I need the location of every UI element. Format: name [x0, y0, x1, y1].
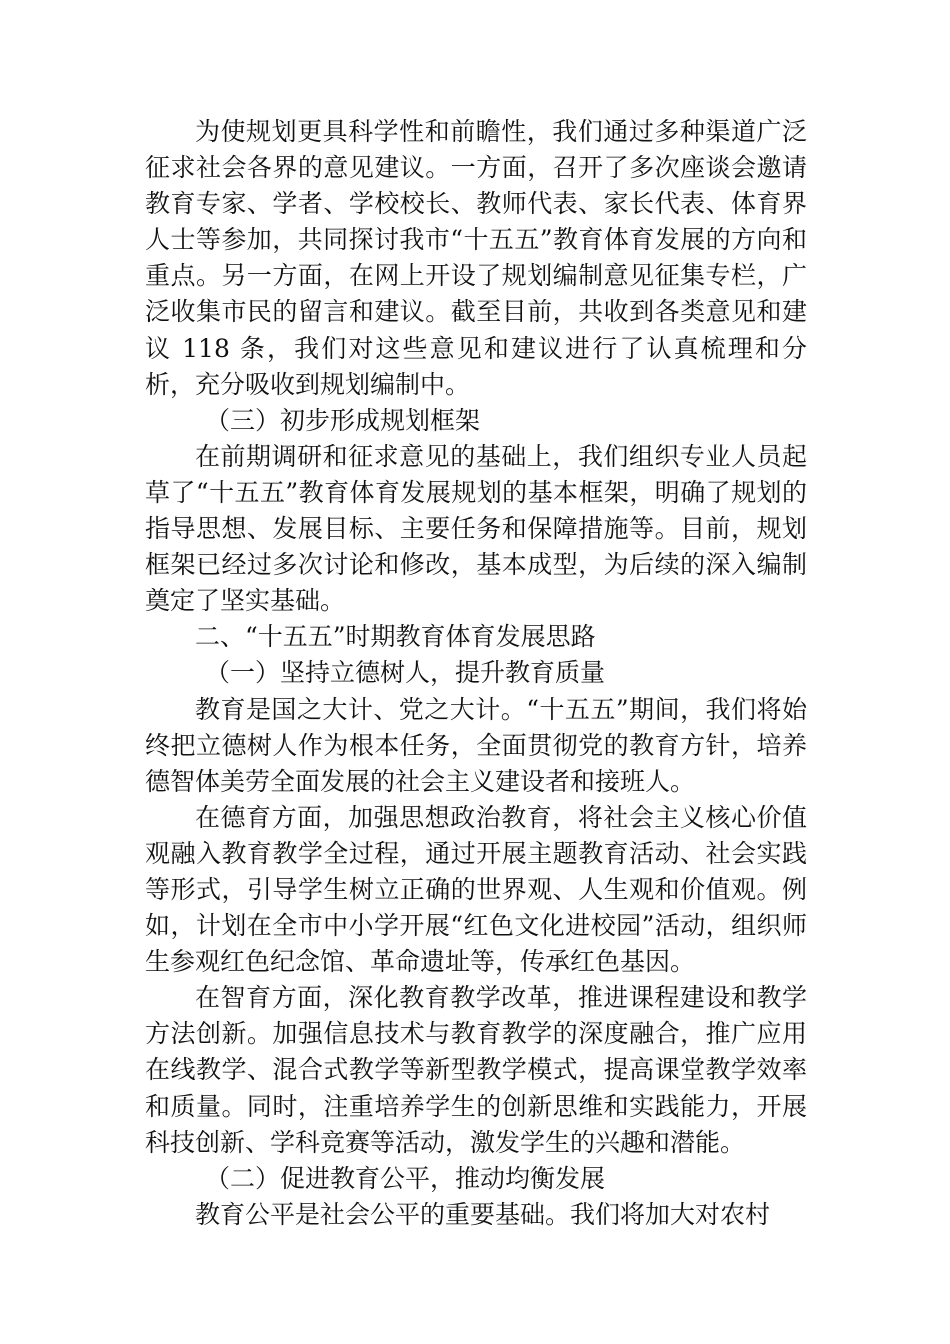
paragraph-consultation: 为使规划更具科学性和前瞻性，我们通过多种渠道广泛征求社会各界的意见建议。一方面，召开了多次座谈会邀请教育专家、学者、学校校长、教师代表、家长代表、体育界人士等参加，共同探讨我市“十五五”教育体育发展的方向和重点。另一方面，在网上开设了规划编制意见征集专栏，广泛收集市民的留言和建议。截至目前，共收到各类意见和建议 118 条，我们对这些意见和建议进行了认真梳理和分析，充分吸收到规划编制中。 [145, 117, 807, 399]
subheading-framework: （三）初步形成规划框架 [205, 405, 481, 435]
paragraph-education-equity: 教育公平是社会公平的重要基础。我们将加大对农村 [195, 1199, 771, 1229]
document-body [145, 114, 807, 1233]
paragraph-intellectual-education: 在智育方面，深化教育教学改革，推进课程建设和教学方法创新。加强信息技术与教育教学的深度融合，推广应用在线教学、混合式教学等新型教学模式，提高课堂教学效率和质量。同时，注重培养学生的创新思维和实践能力，开展科技创新、学科竞赛等活动，激发学生的兴趣和潜能。 [145, 983, 807, 1157]
subheading-moral-education: （一）坚持立德树人，提升教育质量 [205, 658, 606, 688]
paragraph-framework: 在前期调研和征求意见的基础上，我们组织专业人员起草了“十五五”教育体育发展规划的基本框架，明确了规划的指导思想、发展目标、主要任务和保障措施等。目前，规划框架已经过多次讨论和修改，基本成型，为后续的深入编制奠定了坚实基础。 [145, 441, 807, 616]
paragraph-education-mission: 教育是国之大计、党之大计。“十五五”期间，我们将始终把立德树人作为根本任务，全面贯彻党的教育方针，培养德智体美劳全面发展的社会主义建设者和接班人。 [145, 694, 807, 796]
section-heading-development-ideas: 二、“十五五”时期教育体育发展思路 [195, 622, 596, 652]
subheading-education-equity: （二）促进教育公平，推动均衡发展 [205, 1163, 606, 1193]
paragraph-moral-education: 在德育方面，加强思想政治教育，将社会主义核心价值观融入教育教学全过程，通过开展主题教育活动、社会实践等形式，引导学生树立正确的世界观、人生观和价值观。例如，计划在全市中小学开展“红色文化进校园”活动，组织师生参观红色纪念馆、革命遗址等，传承红色基因。 [145, 802, 807, 977]
